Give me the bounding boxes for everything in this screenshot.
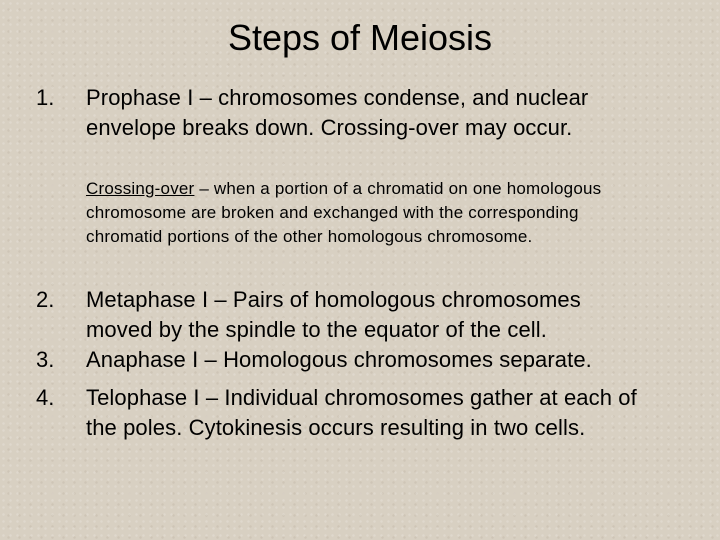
definition-term: Crossing-over <box>86 179 195 198</box>
step-number: 3. <box>36 347 55 372</box>
step-text <box>86 83 696 143</box>
step-number: 1. <box>36 85 55 110</box>
step-text-line: Metaphase I – Pairs of homologous chromosomes <box>86 287 581 312</box>
step-number: 2. <box>36 287 55 312</box>
definition-line <box>86 177 696 201</box>
step-text-line: Prophase I – chromosomes condense, and nuclear <box>86 85 589 110</box>
definition-line: chromosome are broken and exchanged with the corresponding <box>86 203 579 222</box>
step-text-line: Anaphase I – Homologous chromosomes separate. <box>86 347 592 372</box>
step-text-line: the poles. Cytokinesis occurs resulting in two cells. <box>86 415 586 440</box>
step-text-line: envelope breaks down. Crossing-over may occur. <box>86 115 573 140</box>
step-text-line: moved by the spindle to the equator of the cell. <box>86 317 547 342</box>
definition-line-rest: – when a portion of a chromatid on one homologous <box>194 179 602 198</box>
step-text-line: Telophase I – Individual chromosomes gather at each of <box>86 385 637 410</box>
step-text <box>86 285 696 345</box>
step-text <box>86 383 696 443</box>
step-number: 4. <box>36 385 55 410</box>
definition-line: chromatid portions of the other homologous chromosome. <box>86 227 533 246</box>
slide-title: Steps of Meiosis <box>227 17 493 58</box>
step-text <box>86 345 696 375</box>
crossing-over-definition <box>86 177 696 249</box>
